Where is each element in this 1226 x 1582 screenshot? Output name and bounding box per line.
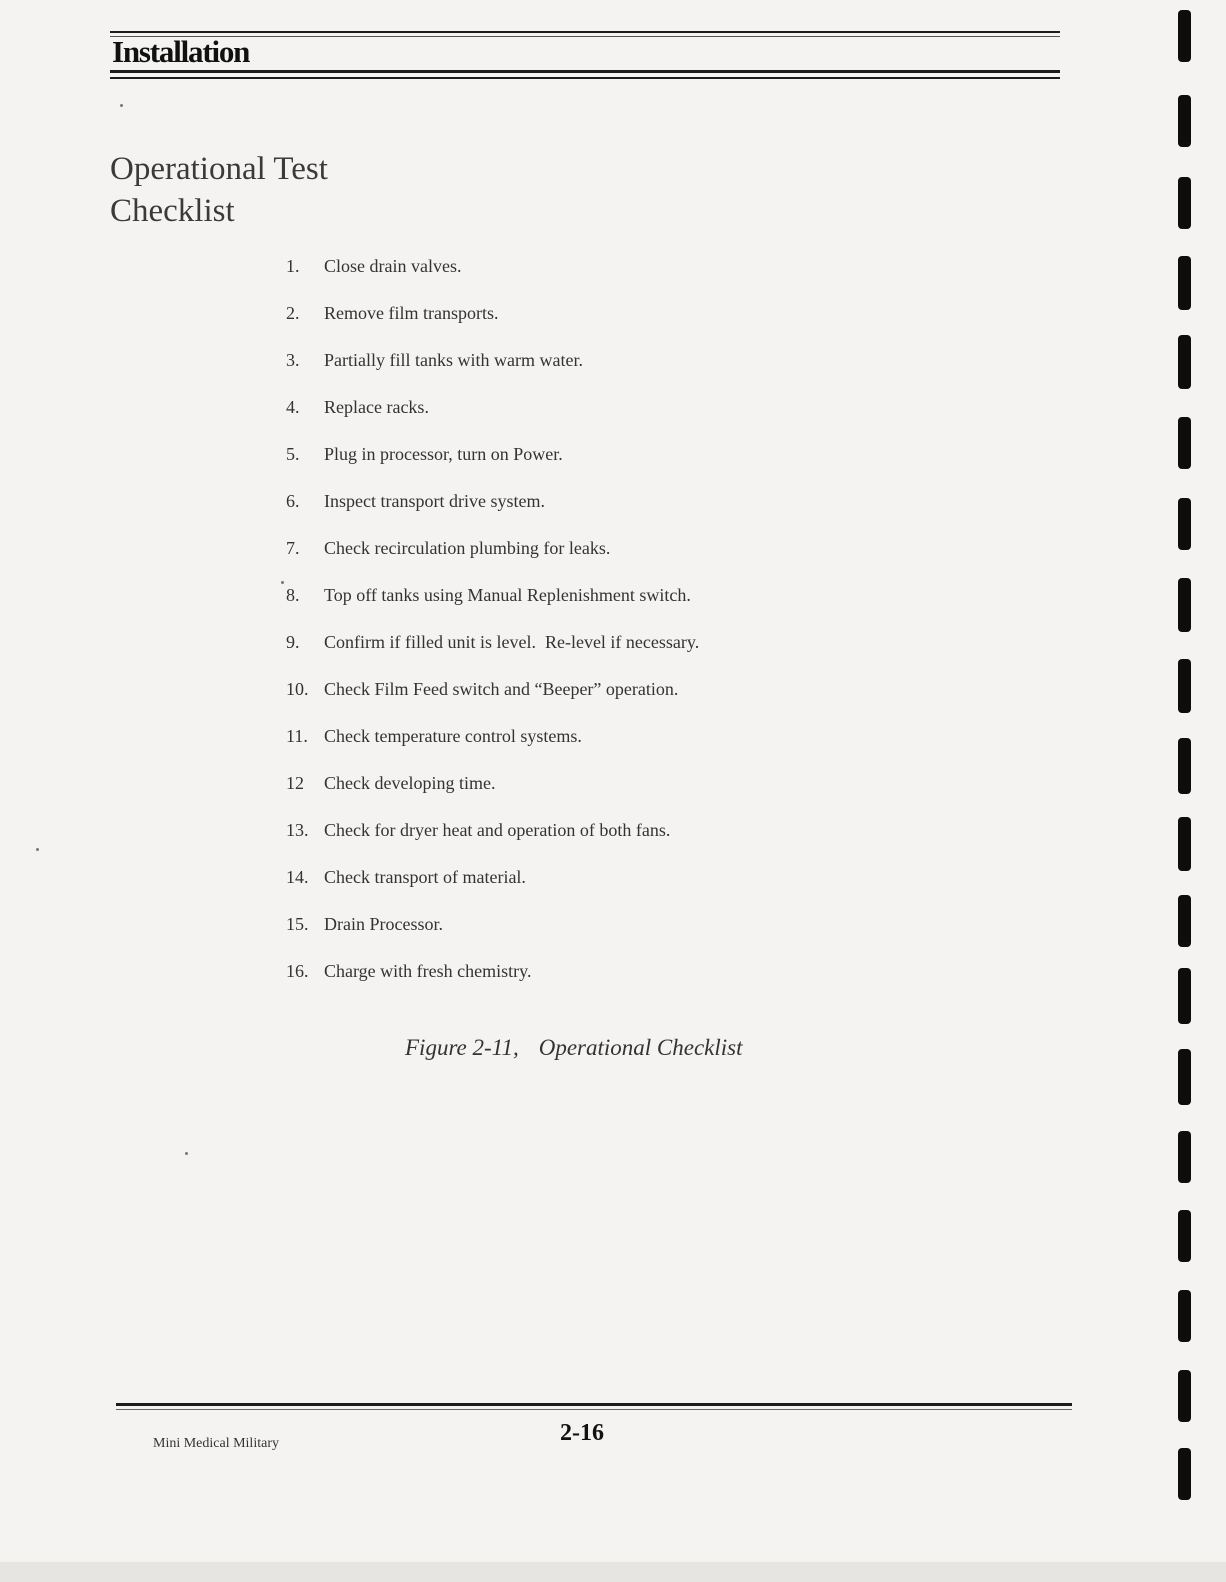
item-text: Check temperature control systems. xyxy=(324,726,582,746)
binding-hole xyxy=(1178,817,1191,871)
item-number: 15. xyxy=(286,914,309,934)
scan-edge xyxy=(0,1562,1226,1582)
footer-page-number: 2-16 xyxy=(560,1420,604,1446)
header-rule-bottom xyxy=(110,70,1060,73)
item-text: Check Film Feed switch and “Beeper” operation. xyxy=(324,679,679,699)
item-text: Check for dryer heat and operation of both fans. xyxy=(324,820,671,840)
item-text: Check recirculation plumbing for leaks. xyxy=(324,538,611,558)
item-text: Inspect transport drive system. xyxy=(324,491,545,511)
figure-title: Operational Checklist xyxy=(538,1035,743,1060)
section-title-line1: Operational Test xyxy=(110,151,328,187)
section-title-line2: Checklist xyxy=(110,193,235,229)
item-number: 14. xyxy=(286,867,309,887)
item-text: Drain Processor. xyxy=(324,914,443,934)
item-number: 7. xyxy=(286,538,300,558)
binding-hole xyxy=(1178,1290,1191,1342)
header-rule-bottom-thin xyxy=(110,77,1060,79)
scan-speck xyxy=(281,581,284,584)
binding-hole xyxy=(1178,95,1191,147)
header-rule-top xyxy=(110,31,1060,33)
item-number: 9. xyxy=(286,632,300,652)
binding-hole xyxy=(1178,895,1191,947)
binding-hole xyxy=(1178,1370,1191,1422)
footer-publication: Mini Medical Military xyxy=(153,1436,279,1451)
item-number: 4. xyxy=(286,397,300,417)
item-text: Top off tanks using Manual Replenishment switch. xyxy=(324,585,691,605)
binding-hole xyxy=(1178,10,1191,62)
item-text: Charge with fresh chemistry. xyxy=(324,961,532,981)
binding-hole xyxy=(1178,578,1191,632)
binding-hole xyxy=(1178,1448,1191,1500)
binding-hole xyxy=(1178,498,1191,550)
binding-hole xyxy=(1178,177,1191,229)
scan-speck xyxy=(120,104,123,107)
binding-hole xyxy=(1178,335,1191,389)
item-number: 2. xyxy=(286,303,300,323)
item-text: Replace racks. xyxy=(324,397,429,417)
figure-caption xyxy=(405,1035,742,1061)
footer-rule-thin xyxy=(116,1409,1072,1410)
binding-hole xyxy=(1178,256,1191,310)
item-text: Check transport of material. xyxy=(324,867,526,887)
figure-number: Figure 2-11, xyxy=(405,1035,519,1060)
item-number: 16. xyxy=(286,961,309,981)
item-number: 8. xyxy=(286,585,300,605)
binding-hole xyxy=(1178,417,1191,469)
binding-holes xyxy=(1162,0,1202,1582)
section-title xyxy=(110,148,328,232)
item-text: Remove film transports. xyxy=(324,303,499,323)
item-number: 13. xyxy=(286,820,309,840)
item-number: 10. xyxy=(286,679,309,699)
item-text: Plug in processor, turn on Power. xyxy=(324,444,563,464)
item-number: 5. xyxy=(286,444,300,464)
item-text: Partially fill tanks with warm water. xyxy=(324,350,583,370)
footer-rule xyxy=(116,1403,1072,1406)
item-number: 3. xyxy=(286,350,300,370)
binding-hole xyxy=(1178,1131,1191,1183)
binding-hole xyxy=(1178,1210,1191,1262)
binding-hole xyxy=(1178,659,1191,713)
scan-speck xyxy=(36,848,39,851)
binding-hole xyxy=(1178,1049,1191,1105)
header-title: Installation xyxy=(112,34,250,69)
scan-speck xyxy=(185,1152,188,1155)
item-text: Close drain valves. xyxy=(324,256,462,276)
item-text: Check developing time. xyxy=(324,773,496,793)
header-rule-top-thin xyxy=(110,36,1060,37)
item-number: 6. xyxy=(286,491,300,511)
binding-hole xyxy=(1178,968,1191,1024)
item-text: Confirm if filled unit is level. Re-level if necessary. xyxy=(324,632,700,652)
item-number: 1. xyxy=(286,256,300,276)
item-number: 11. xyxy=(286,726,308,746)
item-number: 12 xyxy=(286,773,304,793)
binding-hole xyxy=(1178,738,1191,794)
